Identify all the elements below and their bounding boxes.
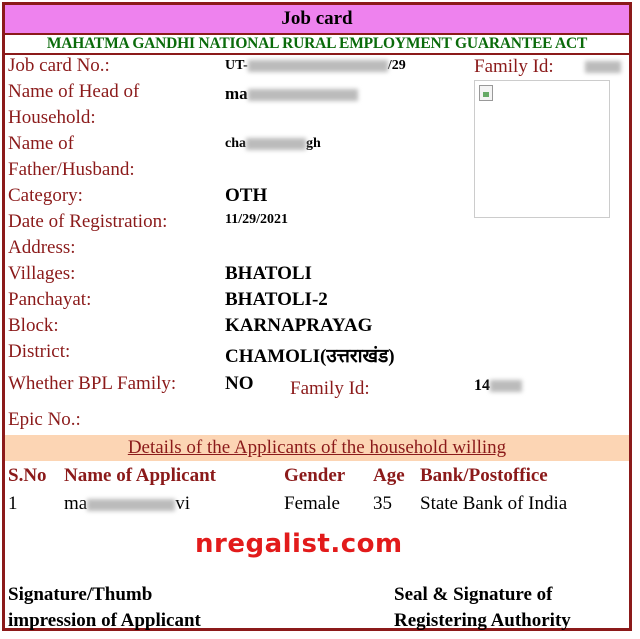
family-id-value-2: [474, 373, 522, 399]
family-id-label-2: Family Id:: [290, 378, 370, 399]
row-bank: State Bank of India: [420, 493, 568, 514]
villages-value: BHATOLI: [225, 263, 312, 284]
row-age: 35: [373, 493, 392, 514]
epic-label: Epic No.:: [8, 409, 81, 430]
redacted-text: [87, 499, 175, 511]
category-value: OTH: [225, 185, 268, 206]
column-header-age: Age: [373, 465, 405, 486]
father-label-1: Name of: [8, 133, 74, 154]
column-header-name: Name of Applicant: [64, 465, 216, 486]
applicant-signature-label-1: Signature/Thumb: [8, 584, 153, 605]
row-gender: Female: [284, 493, 340, 514]
authority-signature-label-1: Seal & Signature of: [394, 584, 553, 605]
district-label: District:: [8, 341, 71, 362]
family-id-redacted: [585, 61, 621, 73]
redacted-text: [246, 138, 306, 150]
column-header-sno: S.No: [8, 465, 47, 486]
job-card-no-prefix: UT-: [225, 58, 248, 73]
registration-value: 11/29/2021: [225, 212, 289, 227]
family-id-prefix: 14: [474, 377, 490, 394]
card-title: Job card: [5, 5, 629, 35]
row-name-suffix: vi: [175, 493, 190, 514]
row-name: [64, 491, 190, 517]
head-value: [225, 81, 358, 107]
panchayat-label: Panchayat:: [8, 289, 92, 310]
address-label: Address:: [8, 237, 76, 258]
father-value: [225, 131, 321, 157]
panchayat-value: BHATOLI-2: [225, 289, 328, 310]
site-watermark: nregalist.com: [195, 529, 403, 559]
row-sno: 1: [8, 493, 18, 514]
father-label-2: Father/Husband:: [8, 159, 135, 180]
redacted-text: [248, 89, 358, 101]
head-label-1: Name of Head of: [8, 81, 140, 102]
applicant-signature-label-2: impression of Applicant: [8, 610, 201, 631]
job-card-no-suffix: /29: [387, 58, 406, 73]
job-card-no-value: [225, 53, 406, 79]
job-card-no-label: Job card No.:: [8, 55, 110, 76]
applicants-heading: Details of the Applicants of the household willing: [5, 435, 629, 461]
father-prefix: cha: [225, 136, 246, 151]
family-id-label: Family Id:: [474, 56, 554, 77]
redacted-text: [490, 380, 522, 392]
villages-label: Villages:: [8, 263, 76, 284]
broken-image-icon: [479, 85, 493, 101]
row-name-prefix: ma: [64, 493, 88, 514]
job-card: [2, 2, 632, 631]
column-header-gender: Gender: [284, 465, 346, 486]
act-title: MAHATMA GANDHI NATIONAL RURAL EMPLOYMENT GUARANTEE ACT: [5, 35, 629, 55]
block-value: KARNAPRAYAG: [225, 315, 373, 336]
block-label: Block:: [8, 315, 59, 336]
head-prefix: ma: [225, 84, 248, 103]
redacted-text: [248, 60, 388, 72]
bpl-value: NO: [225, 373, 254, 394]
authority-signature-label-2: Registering Authority: [394, 610, 571, 631]
district-value: CHAMOLI(उत्तराखंड): [225, 346, 395, 367]
bpl-label: Whether BPL Family:: [8, 373, 177, 394]
head-label-2: Household:: [8, 107, 96, 128]
registration-label: Date of Registration:: [8, 211, 168, 232]
father-suffix: gh: [306, 136, 321, 151]
column-header-bank: Bank/Postoffice: [420, 465, 548, 486]
applicant-photo: [474, 80, 610, 218]
category-label: Category:: [8, 185, 83, 206]
